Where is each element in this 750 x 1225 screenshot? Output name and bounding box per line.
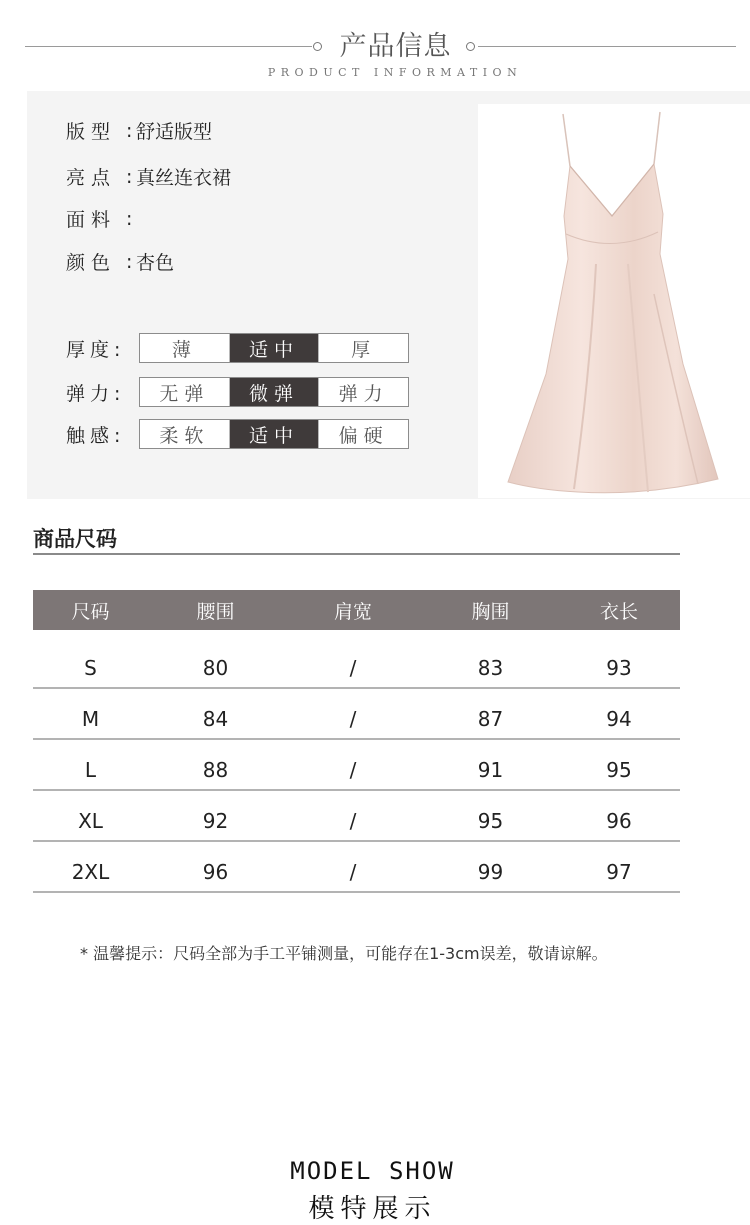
slip-dress-icon <box>478 104 750 498</box>
cell-waist: 84 <box>202 706 229 731</box>
column-header-waist: 腰围 <box>196 600 235 623</box>
cell-shoulder: / <box>349 655 357 680</box>
cell-length: 96 <box>606 808 632 833</box>
rating-label: 触感: <box>66 424 126 447</box>
header-dot-left <box>313 42 322 51</box>
info-row-highlight: 亮点 : 真丝连衣裙 <box>66 163 231 190</box>
rating-option-selected: 适中 <box>230 420 320 448</box>
measurement-note: * 温馨提示：尺码全部为手工平铺测量，可能存在1-3cm误差，敬请谅解。 <box>80 944 608 963</box>
info-row-color: 颜色 : 杏色 <box>66 248 174 275</box>
header-dot-right <box>466 42 475 51</box>
rating-feel <box>66 419 409 449</box>
rating-option: 无弹 <box>140 378 230 406</box>
table-row <box>33 689 680 740</box>
cell-waist: 80 <box>202 655 229 680</box>
cell-shoulder: / <box>349 757 357 782</box>
cell-size: S <box>84 655 97 680</box>
info-key: 颜色 <box>66 252 117 274</box>
cell-length: 95 <box>606 757 632 782</box>
cell-length: 93 <box>606 655 632 680</box>
column-header-bust: 胸围 <box>471 600 510 623</box>
rating-option-selected: 微弹 <box>230 378 320 406</box>
cell-waist: 92 <box>202 808 229 833</box>
rating-option: 柔软 <box>140 420 230 448</box>
info-row-fabric: 面料 : <box>66 205 136 232</box>
rating-option: 偏硬 <box>338 424 389 447</box>
product-image <box>478 104 750 498</box>
column-header-size: 尺码 <box>71 600 110 623</box>
rating-elasticity <box>66 377 409 407</box>
info-row-fit: 版型 : 舒适版型 <box>66 117 212 144</box>
size-table-header <box>33 590 680 630</box>
info-key: 亮点 <box>66 167 117 189</box>
header-rule-left <box>25 46 312 47</box>
cell-shoulder: / <box>349 706 357 731</box>
table-row <box>33 638 680 689</box>
rating-option: 厚 <box>351 338 377 361</box>
cell-size: M <box>81 706 100 731</box>
rating-scale <box>139 419 409 449</box>
model-show-title: MODEL SHOW <box>290 1157 455 1185</box>
info-key: 版型 <box>66 121 117 143</box>
info-value: 杏色 <box>136 252 175 274</box>
cell-bust: 87 <box>477 706 504 731</box>
info-value: 真丝连衣裙 <box>136 167 232 189</box>
table-row <box>33 740 680 791</box>
header-rule-right <box>478 46 736 47</box>
cell-length: 97 <box>606 859 632 884</box>
cell-size: 2XL <box>71 859 110 884</box>
rating-option-selected: 适中 <box>230 334 320 362</box>
cell-length: 94 <box>606 706 632 731</box>
cell-shoulder: / <box>349 808 357 833</box>
rating-label: 厚度: <box>66 338 126 361</box>
info-key: 面料 <box>66 209 117 231</box>
section-title: 产品信息 <box>339 31 452 62</box>
size-table-title: 商品尺码 <box>33 527 117 551</box>
size-title-underline <box>33 553 680 555</box>
column-header-length: 衣长 <box>599 600 638 623</box>
cell-size: XL <box>78 808 103 833</box>
section-subtitle: PRODUCT INFORMATION <box>267 66 523 79</box>
cell-shoulder: / <box>349 859 357 884</box>
cell-size: L <box>84 757 97 782</box>
table-row <box>33 842 680 893</box>
cell-bust: 91 <box>477 757 504 782</box>
column-header-shoulder: 肩宽 <box>333 600 372 623</box>
cell-waist: 88 <box>202 757 229 782</box>
rating-thickness <box>66 333 409 363</box>
cell-bust: 99 <box>477 859 504 884</box>
rating-option: 薄 <box>140 334 230 362</box>
cell-bust: 95 <box>477 808 504 833</box>
info-value: 舒适版型 <box>136 121 213 143</box>
rating-label: 弹力: <box>66 382 126 405</box>
rating-scale <box>139 333 409 363</box>
cell-bust: 83 <box>477 655 504 680</box>
rating-scale <box>139 377 409 407</box>
cell-waist: 96 <box>202 859 229 884</box>
table-row <box>33 791 680 842</box>
rating-option: 弹力 <box>338 382 389 405</box>
model-show-subtitle: 模特展示 <box>308 1194 437 1224</box>
